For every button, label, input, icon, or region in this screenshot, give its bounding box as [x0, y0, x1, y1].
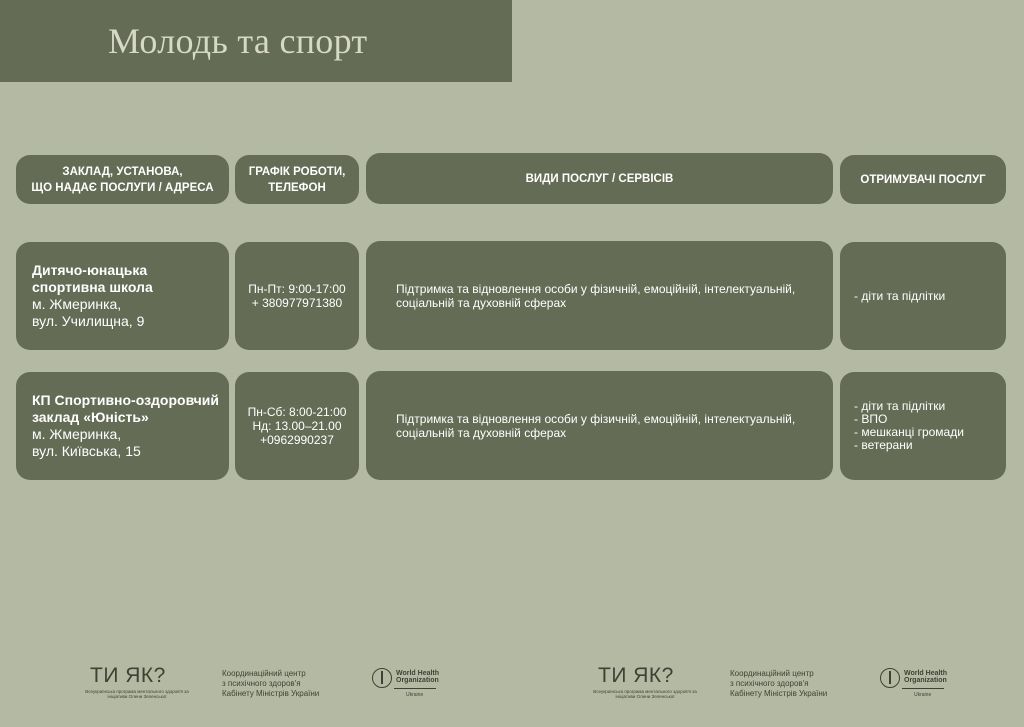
- coordination-line: Координаційний центр: [730, 669, 814, 678]
- column-header-label: ЗАКЛАД, УСТАНОВА, ЩО НАДАЄ ПОСЛУГИ / АДРЕСА: [31, 165, 214, 194]
- who-emblem-icon: [880, 668, 900, 688]
- schedule-phone: + 380977971380: [251, 296, 343, 310]
- footer-right: [593, 664, 958, 704]
- column-header-schedule: [235, 155, 359, 204]
- institution-name: КП Спортивно-оздоровчий заклад «Юність»: [32, 392, 220, 425]
- title-band: [0, 0, 512, 82]
- column-header-recipients: [840, 155, 1006, 204]
- column-header-label: ОТРИМУВАЧІ ПОСЛУГ: [860, 173, 986, 186]
- who-name: [396, 670, 439, 684]
- institution-street: вул. Київська, 15: [32, 443, 141, 459]
- who-divider: [394, 688, 436, 689]
- coordination-center: [730, 669, 827, 699]
- column-header-services: [366, 153, 833, 204]
- services-text: Підтримка та відновлення особи у фізичній, емоційній, інтелектуальній, соціальній та духовній сферах: [396, 411, 796, 440]
- column-header-label: ГРАФІК РОБОТИ, ТЕЛЕФОН: [248, 165, 346, 194]
- coordination-line: Кабінету Міністрів України: [222, 689, 320, 698]
- who-country: Ukraine: [914, 692, 932, 698]
- page-title: Молодь та спорт: [108, 21, 368, 61]
- who-emblem-icon: [372, 668, 392, 688]
- schedule-hours: Пн-Сб: 8:00-21:00: [247, 405, 347, 419]
- coordination-line: Координаційний центр: [222, 669, 306, 678]
- recipient-item: - ВПО: [854, 412, 888, 426]
- coordination-line: з психічного здоров'я: [222, 679, 301, 688]
- who-logo: [372, 668, 442, 702]
- row-1-services: [366, 241, 833, 350]
- footer-left: [85, 664, 450, 704]
- who-name-line: World Health: [396, 670, 440, 677]
- row-2-services: [366, 371, 833, 480]
- tyak-logo: ТИ ЯК?: [90, 664, 166, 687]
- institution-city: м. Жмеринка,: [32, 426, 122, 442]
- row-1-institution: [16, 242, 229, 350]
- who-logo: [880, 668, 950, 702]
- coordination-center: [222, 669, 319, 699]
- schedule-phone: +0962990237: [260, 433, 334, 447]
- tyak-logo-subtitle: Всеукраїнська програма ментального здоров'я за ініціативи Олени Зеленської: [593, 689, 697, 699]
- coordination-line: Кабінету Міністрів України: [730, 689, 828, 698]
- recipient-item: - діти та підлітки: [854, 399, 946, 413]
- schedule-hours: Пн-Пт: 9:00-17:00: [248, 282, 346, 296]
- row-1-schedule: [235, 242, 359, 350]
- recipient-item: - діти та підлітки: [854, 288, 946, 303]
- tyak-logo-subtitle: Всеукраїнська програма ментального здоров'я за ініціативи Олени Зеленської: [85, 689, 189, 699]
- who-name-line: Organization: [904, 677, 947, 684]
- row-1-recipients: [840, 242, 1006, 350]
- row-2-recipients: [840, 372, 1006, 480]
- row-2-schedule: [235, 372, 359, 480]
- coordination-line: з психічного здоров'я: [730, 679, 809, 688]
- who-country: Ukraine: [406, 692, 424, 698]
- institution-street: вул. Училищна, 9: [32, 313, 145, 329]
- institution-name: Дитячо-юнацька спортивна школа: [32, 262, 153, 295]
- who-divider: [902, 688, 944, 689]
- schedule-hours-sunday: Нд: 13.00–21.00: [252, 419, 342, 433]
- who-name-line: Organization: [396, 677, 439, 684]
- recipient-item: - ветерани: [854, 438, 913, 452]
- institution-city: м. Жмеринка,: [32, 296, 122, 312]
- column-header-institution: [16, 155, 229, 204]
- who-name: [904, 670, 947, 684]
- recipient-item: - мешканці громади: [854, 425, 964, 439]
- services-text: Підтримка та відновлення особи у фізичній, емоційній, інтелектуальній, соціальній та духовній сферах: [396, 281, 796, 310]
- column-header-label: ВИДИ ПОСЛУГ / СЕРВІСІВ: [525, 173, 674, 185]
- row-2-institution: [16, 372, 229, 480]
- tyak-logo: ТИ ЯК?: [598, 664, 674, 687]
- who-name-line: World Health: [904, 670, 948, 677]
